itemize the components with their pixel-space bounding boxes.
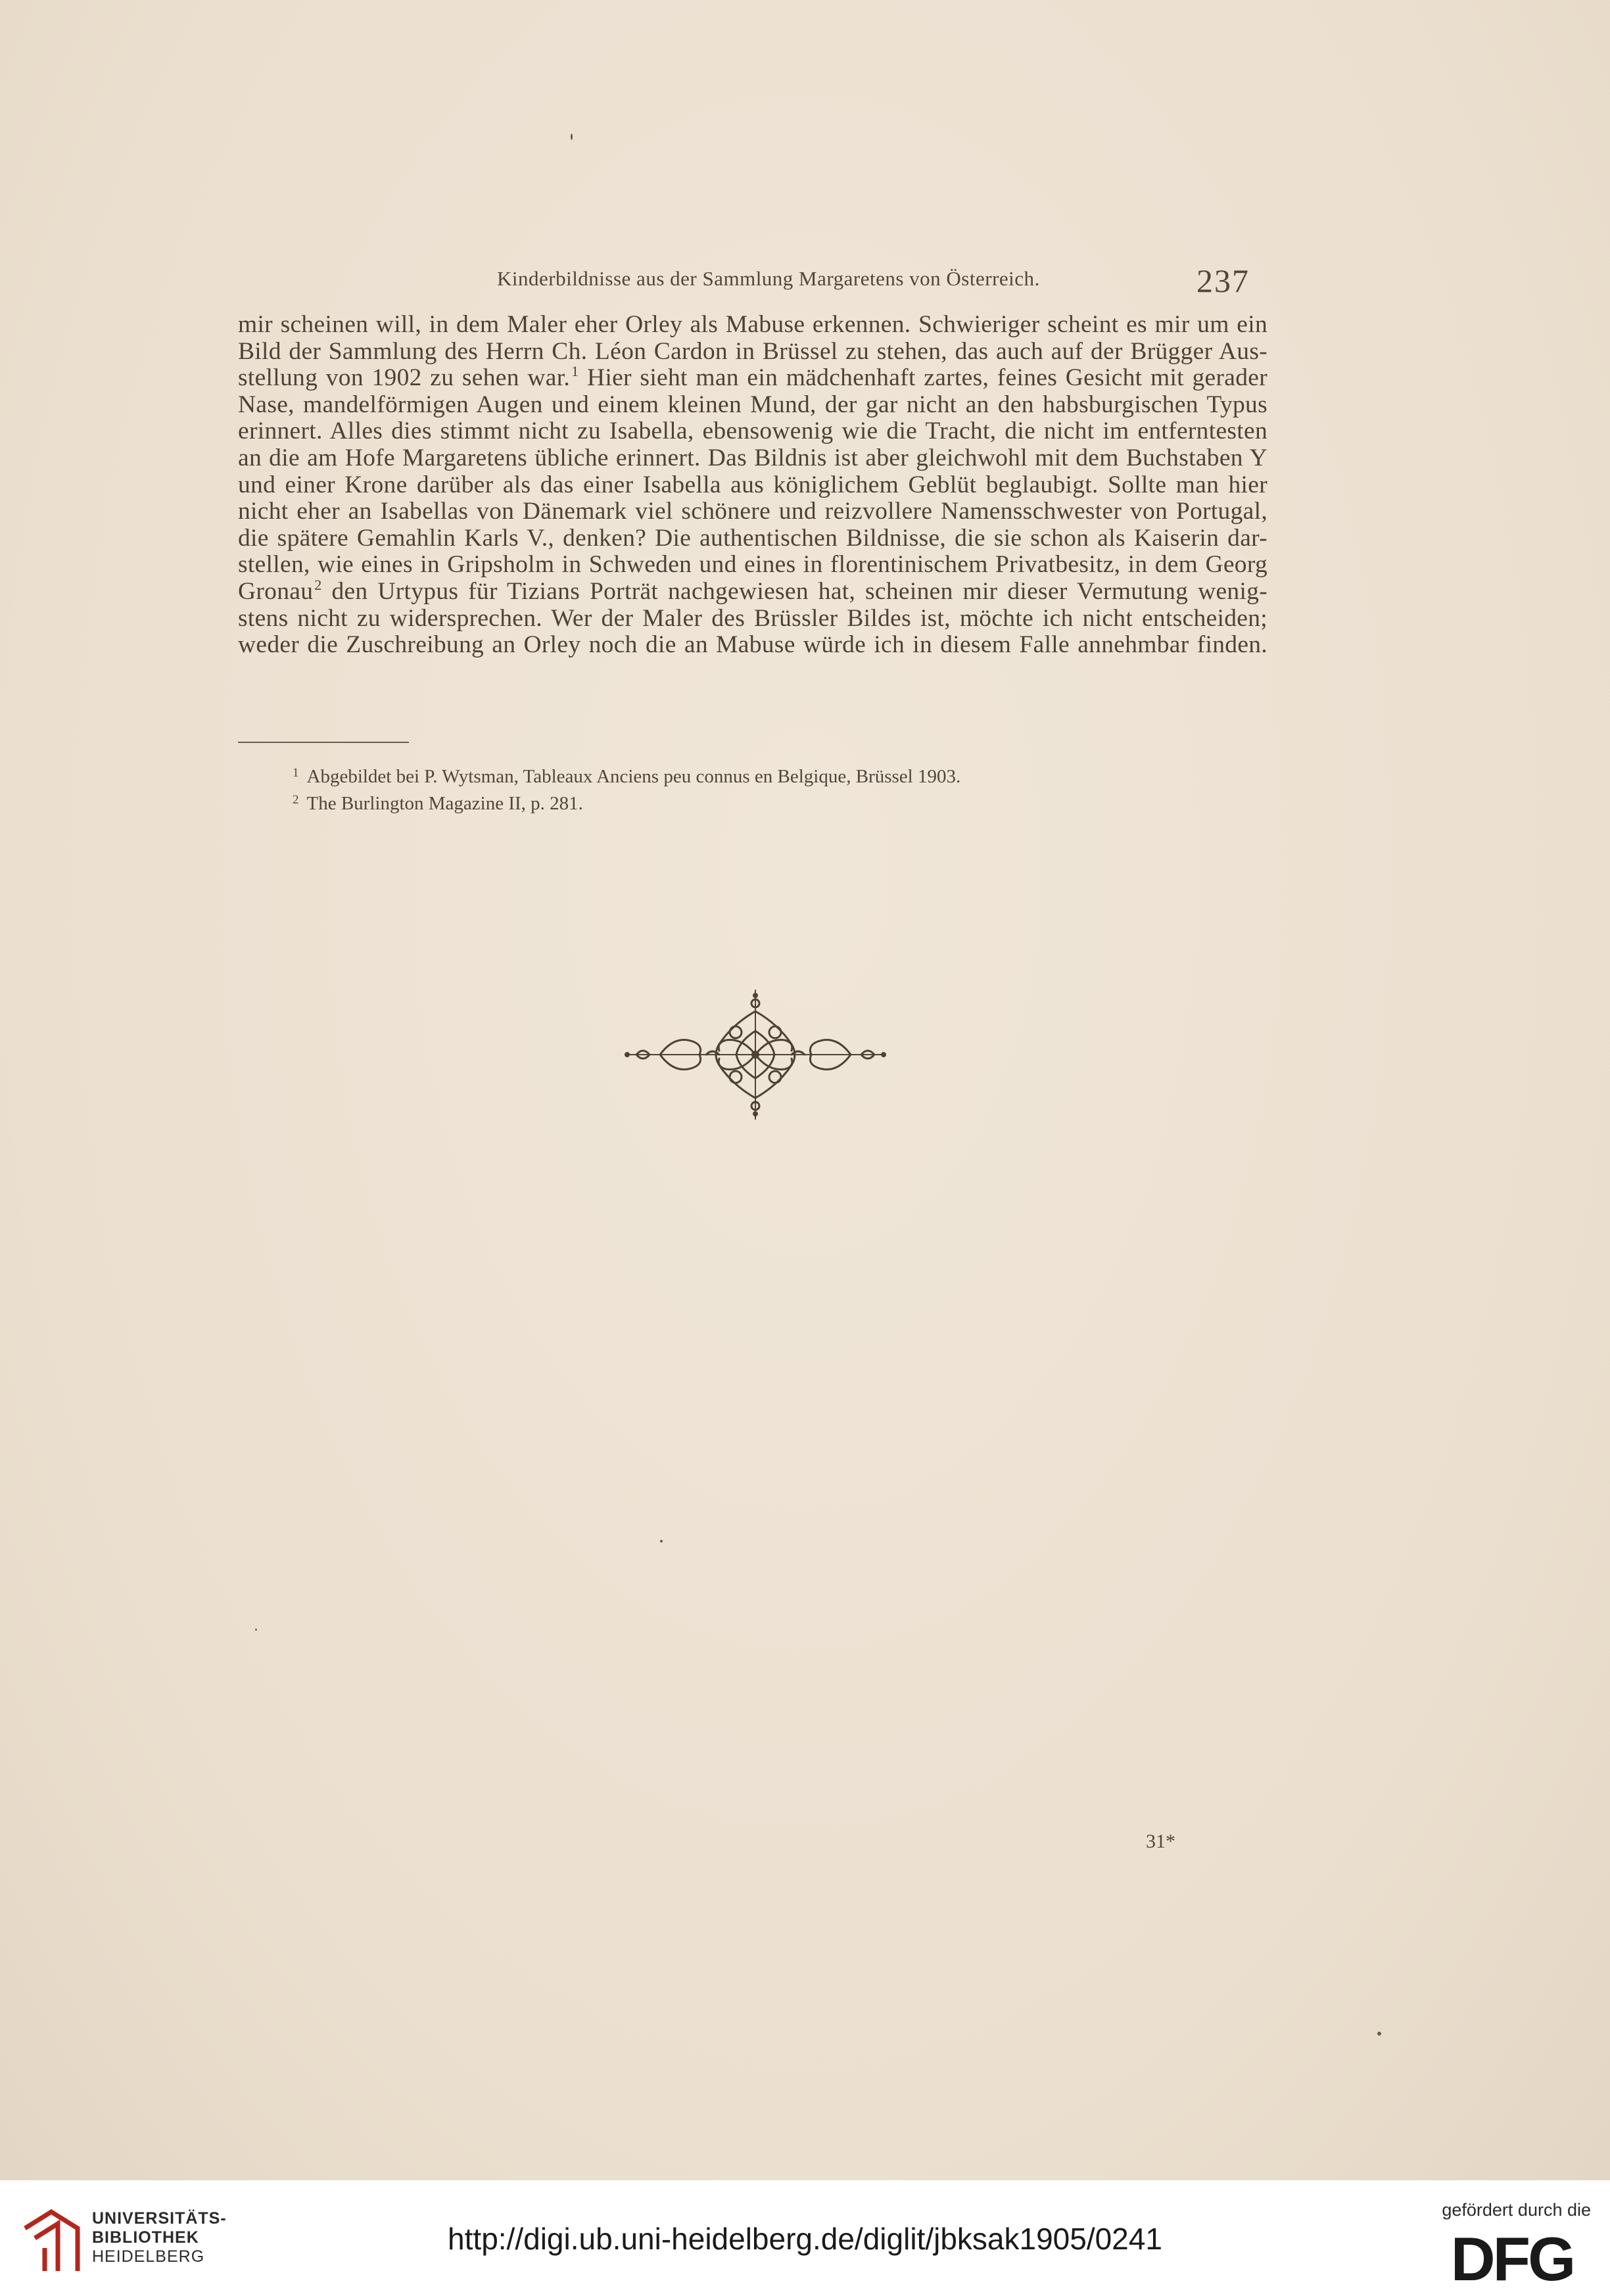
footnote-mark: 2	[293, 793, 299, 807]
paper-speck	[255, 1629, 257, 1631]
text-line	[238, 365, 1267, 392]
footnote-text: The Burlington Magazine II, p. 281.	[306, 793, 583, 814]
text-segment: den Urtypus für Tizians Porträt nachgewiesen hat, scheinen mir dieser Vermutung wenig-	[321, 577, 1267, 605]
permalink-url[interactable]: http://digi.ub.uni-heidelberg.de/diglit/jbksak1905/0241	[448, 2222, 1162, 2256]
viewer-footer	[0, 2180, 1610, 2296]
text-line: und einer Krone darüber als das einer Isabella aus königlichem Geblüt beglaubigt. Sollte man hier	[238, 471, 1267, 498]
funded-by-label: gefördert durch die	[1442, 2200, 1591, 2220]
text-line: mir scheinen will, in dem Maler eher Orley als Mabuse erkennen. Schwieriger scheint es mir um ein	[238, 311, 1267, 338]
footnote-mark: 1	[293, 766, 299, 780]
text-line: stens nicht zu widersprechen. Wer der Maler des Brüssler Bildes ist, möchte ich nicht entscheiden;	[238, 604, 1267, 632]
text-line: an die am Hofe Margaretens übliche erinnert. Das Bildnis ist aber gleichwohl mit dem Buchstaben Y	[238, 444, 1267, 471]
footnote-ref: 2	[314, 576, 322, 593]
text-line: die spätere Gemahlin Karls V., denken? Die authentischen Bildnisse, die sie schon als Kaiserin dar-	[238, 524, 1267, 552]
footnote-rule	[238, 742, 409, 743]
dfg-logo-text: DFG	[1450, 2226, 1574, 2285]
page-number: 237	[1196, 262, 1250, 299]
text-line: weder die Zuschreibung an Orley noch die an Mabuse würde ich in diesem Falle annehmbar finden.	[238, 631, 1267, 659]
footnote	[293, 788, 960, 815]
footnote	[293, 761, 960, 788]
dfg-logo-icon[interactable]	[1434, 2226, 1590, 2285]
paper-speck	[660, 1540, 663, 1543]
text-segment: Gronau	[238, 577, 314, 605]
paper-speck	[1377, 2032, 1381, 2036]
text-segment: stellung von 1902 zu sehen war.	[238, 364, 571, 392]
text-line: erinnert. Alles dies stimmt nicht zu Isabella, ebensowenig wie die Tracht, die nicht im entferntesten	[238, 418, 1267, 445]
body-paragraph	[238, 312, 1267, 659]
library-name-line: HEIDELBERG	[92, 2247, 205, 2266]
paper-speck	[571, 133, 573, 140]
text-line	[238, 576, 1267, 606]
text-line: Bild der Sammlung des Herrn Ch. Léon Cardon in Brüssel zu stehen, das auch auf der Brügger Aus-	[238, 337, 1267, 365]
footnote-ref: 1	[571, 363, 579, 380]
library-name-line: BIBLIOTHEK	[92, 2228, 199, 2247]
text-line: stellen, wie eines in Gripsholm in Schweden und eines in florentinischem Privatbesitz, in dem Georg	[238, 551, 1267, 579]
text-line: nicht eher an Isabellas von Dänemark viel schönere und reizvollere Namensschwester von Portugal,	[238, 498, 1267, 525]
footnotes	[293, 761, 960, 815]
running-header	[0, 262, 1610, 301]
running-title: Kinderbildnisse aus der Sammlung Margaretens von Österreich.	[497, 267, 1040, 290]
footnote-text: Abgebildet bei P. Wytsman, Tableaux Anciens peu connus en Belgique, Brüssel 1903.	[306, 766, 961, 787]
text-segment: Hier sieht man ein mädchenhaft zartes, feines Gesicht mit gerader	[579, 364, 1267, 392]
text-line: Nase, mandelförmigen Augen und einem kleinen Mund, der gar nicht an den habsburgischen Typus	[238, 391, 1267, 418]
signature-mark: 31*	[1146, 1830, 1175, 1852]
library-name-line: UNIVERSITÄTS-	[92, 2209, 227, 2228]
decorative-ornament-icon	[621, 985, 890, 1124]
